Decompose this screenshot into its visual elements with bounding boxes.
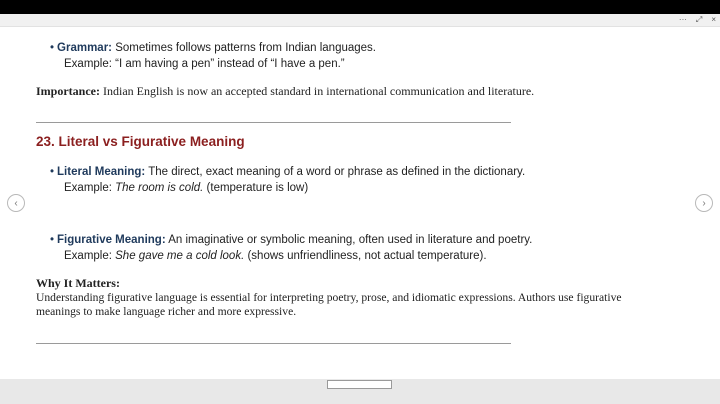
figurative-example-italic: She gave me a cold look. [115,250,245,262]
close-icon[interactable]: × [711,15,716,24]
importance-label: Importance: [36,84,100,98]
chevron-left-icon: ‹ [14,198,18,209]
why-line-2: meanings to make language richer and more expressive. [36,305,297,318]
literal-example-prefix: Example: [64,182,116,194]
literal-term: Literal Meaning: [57,166,146,178]
divider-top [36,122,511,123]
page-thumbnail[interactable] [327,380,392,389]
bullet-icon: • [50,42,55,54]
divider-bottom [36,343,511,344]
importance-text: Indian English is now an accepted standard in international communication and literature. [99,84,535,98]
bullet-icon: • [50,166,55,178]
figurative-example-prefix: Example: [64,250,116,262]
expand-icon[interactable]: ⤢ [695,15,703,24]
importance-paragraph [36,84,534,99]
grammar-term: Grammar: [57,42,112,54]
figurative-example-suffix: (shows unfriendliness, not actual temperature). [244,250,487,262]
figurative-example [64,250,487,262]
next-page-button[interactable] [695,194,713,212]
why-line-1: Understanding figurative language is essential for interpreting poetry, prose, and idiomatic expressions. Authors use figurative [36,291,622,304]
why-label-text: Why It Matters: [36,276,120,290]
figurative-bullet [50,234,532,246]
top-black-bar [0,0,720,14]
grammar-example: Example: “I am having a pen” instead of “I have a pen.” [64,58,345,70]
bullet-icon: • [50,234,55,246]
previous-page-button[interactable] [7,194,25,212]
literal-text: The direct, exact meaning of a word or phrase as defined in the dictionary. [145,166,526,178]
literal-bullet [50,166,525,178]
figurative-term: Figurative Meaning: [57,234,166,246]
literal-example [64,182,308,194]
literal-example-italic: The room is cold. [115,182,204,194]
chevron-right-icon: › [702,198,706,209]
section-heading: 23. Literal vs Figurative Meaning [36,134,245,149]
window-controls [679,14,716,26]
more-options-icon[interactable]: ··· [678,15,687,24]
title-bar [0,14,720,27]
document-page [0,27,720,379]
literal-example-suffix: (temperature is low) [203,182,309,194]
why-label [36,276,120,291]
grammar-text: Sometimes follows patterns from Indian languages. [112,42,376,54]
figurative-text: An imaginative or symbolic meaning, often used in literature and poetry. [165,234,533,246]
grammar-bullet [50,42,376,54]
